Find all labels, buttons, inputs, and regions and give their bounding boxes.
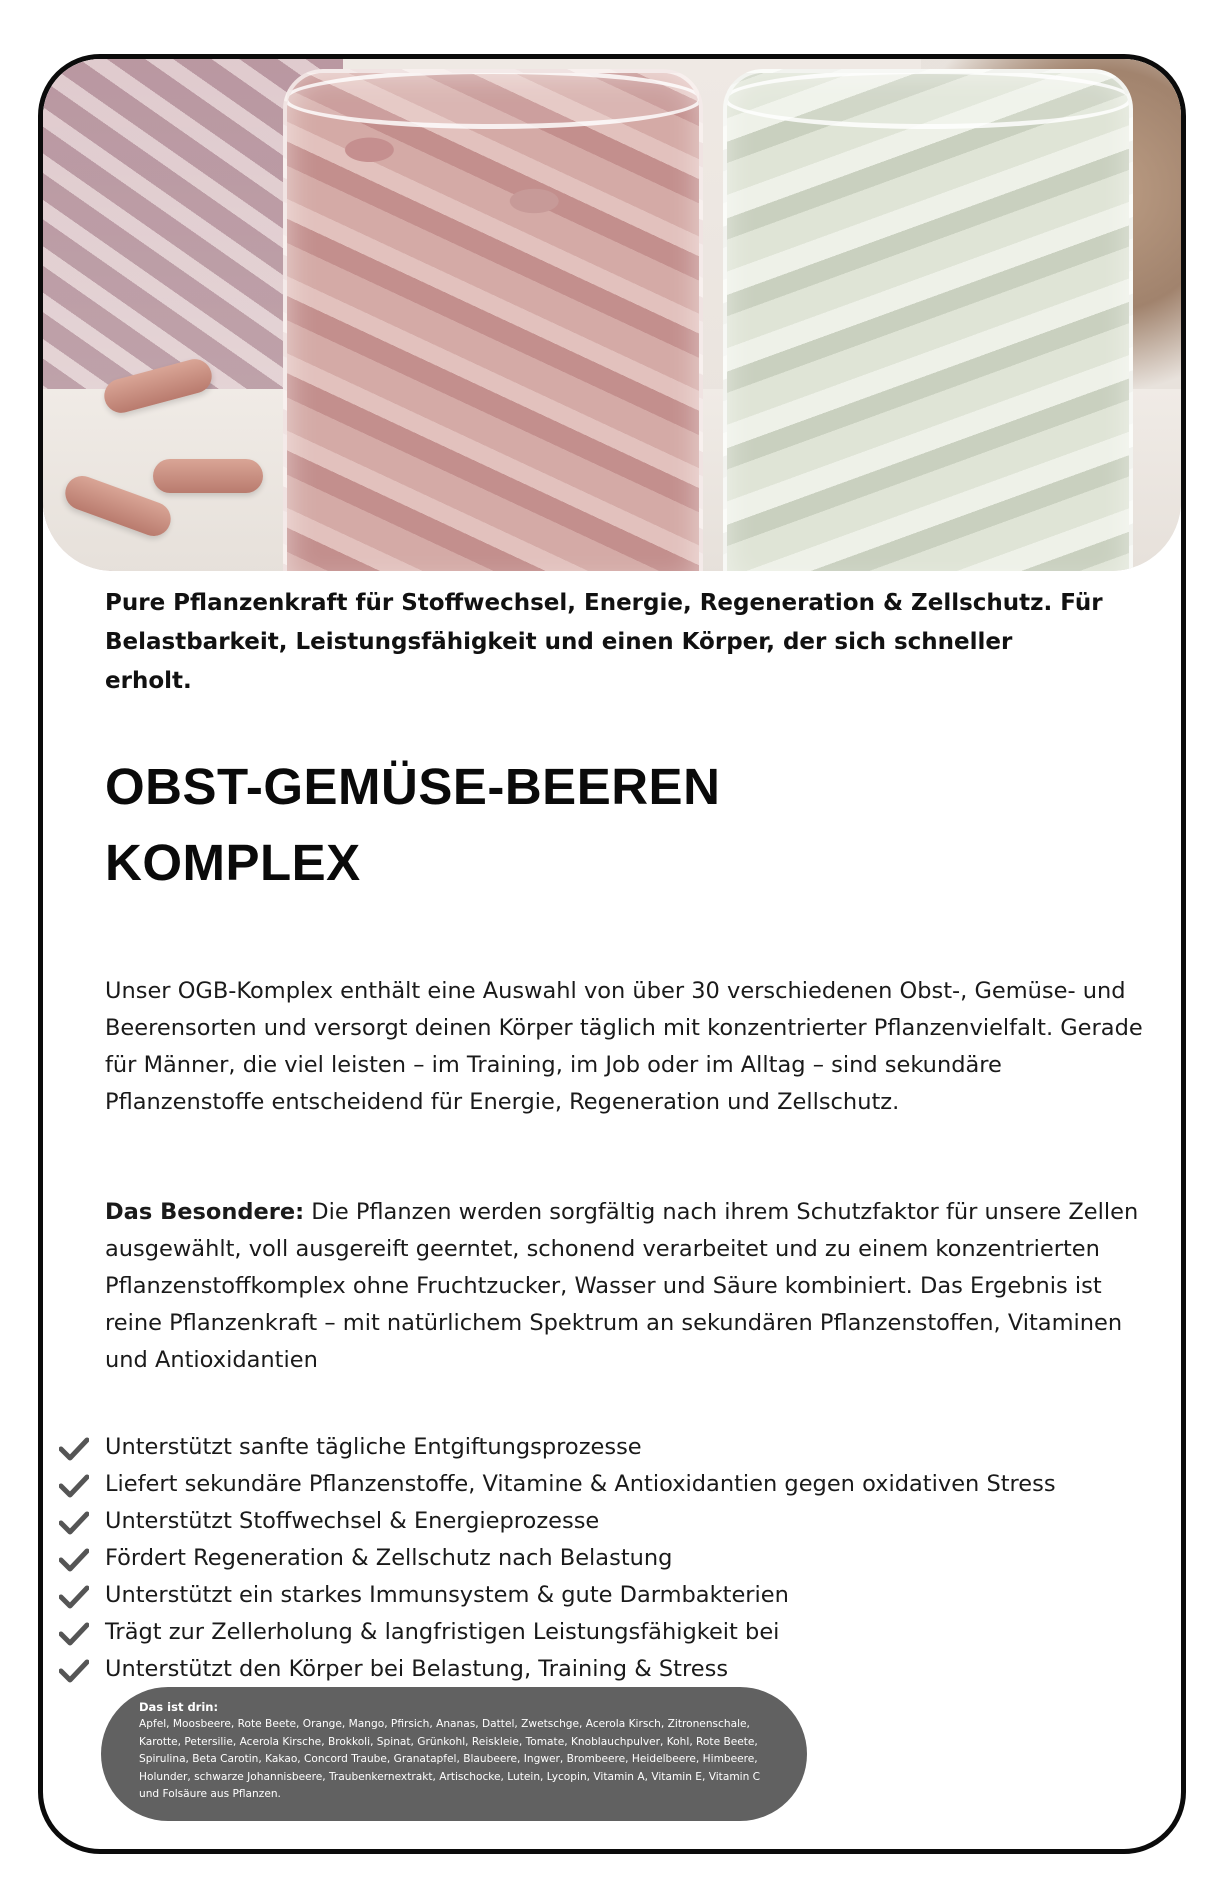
ingredients-box <box>101 1687 807 1821</box>
benefit-text: Trägt zur Zellerholung & langfristigen Leistungsfähigkeit bei <box>105 1619 780 1645</box>
ingredients-title: Das ist drin: <box>139 1700 219 1714</box>
special-paragraph <box>105 1194 1165 1379</box>
title-line-1: OBST-GEMÜSE-BEEREN <box>105 758 721 815</box>
list-item <box>55 1651 1175 1688</box>
list-item <box>55 1577 1175 1614</box>
list-item <box>55 1429 1175 1466</box>
checkmark-icon <box>59 1584 89 1610</box>
checkmark-icon <box>59 1436 89 1462</box>
benefits-list <box>55 1429 1175 1688</box>
checkmark-icon <box>59 1621 89 1647</box>
benefit-text: Unterstützt den Körper bei Belastung, Training & Stress <box>105 1656 729 1682</box>
headline: Pure Pflanzenkraft für Stoffwechsel, Energie, Regeneration & Zellschutz. Für Belastbarkeit, Leistungsfähigkeit und einen Körper, der sich schneller erholt. <box>105 590 1103 694</box>
special-text: Die Pflanzen werden sorgfältig nach ihrem Schutzfaktor für unsere Zellen ausgewählt, voll ausgereift geerntet, schonend verarbeitet und zu einem konzentrierten Pflanzenstoffkomplex ohne Fruchtzucker, Wasser und Säure kombiniert. Das Ergebnis ist reine Pflanzenkraft – mit natürlichem Spektrum an sekundären Pflanzenstoffen, Vitaminen und Antioxidantien <box>105 1199 1139 1373</box>
page-title <box>105 749 720 901</box>
intro-paragraph: Unser OGB-Komplex enthält eine Auswahl von über 30 verschiedenen Obst-, Gemüse- und Beerensorten und versorgt deinen Körper täglich mit konzentrierter Pflanzenvielfalt. Gerade für Männer, die viel leisten – im Training, im Job oder im Alltag – sind sekundäre Pflanzenstoffe entscheidend für Energie, Regeneration und Zellschutz. <box>105 978 1143 1115</box>
list-item <box>55 1540 1175 1577</box>
benefit-text: Unterstützt Stoffwechsel & Energieprozesse <box>105 1508 600 1534</box>
benefit-text: Unterstützt ein starkes Immunsystem & gute Darmbakterien <box>105 1582 789 1608</box>
list-item <box>55 1466 1175 1503</box>
checkmark-icon <box>59 1473 89 1499</box>
green-capsule-jar <box>723 69 1133 571</box>
checkmark-icon <box>59 1658 89 1684</box>
benefit-text: Liefert sekundäre Pflanzenstoffe, Vitamine & Antioxidantien gegen oxidativen Stress <box>105 1471 1056 1497</box>
list-item <box>55 1503 1175 1540</box>
list-item <box>55 1614 1175 1651</box>
product-card <box>38 54 1186 1854</box>
pink-capsule-jar <box>283 69 703 571</box>
benefit-text: Unterstützt sanfte tägliche Entgiftungsprozesse <box>105 1434 642 1460</box>
benefit-text: Fördert Regeneration & Zellschutz nach Belastung <box>105 1545 673 1571</box>
ingredients-text: Apfel, Moosbeere, Rote Beete, Orange, Mango, Pfirsich, Ananas, Dattel, Zwetschge, Acerola Kirsch, Zitronenschale, Karotte, Petersilie, Acerola Kirsche, Brokkoli, Spinat, Grünkohl, Reiskleie, Tomate, Knoblauchpulver, Kohl, Rote Beete, Spirulina, Beta Carotin, Kakao, Concord Traube, Granatapfel, Blaubeere, Ingwer, Brombeere, Heidelbeere, Himbeere, Holunder, schwarze Johannisbeere, Traubenkernextrakt, Artischocke, Lutein, Lycopin, Vitamin A, Vitamin E, Vitamin C und Folsäure aus Pflanzen. <box>139 1718 761 1801</box>
special-label: Das Besondere: <box>105 1199 305 1225</box>
checkmark-icon <box>59 1547 89 1573</box>
title-line-2: KOMPLEX <box>105 834 361 891</box>
capsule-jars-image <box>43 59 1181 571</box>
checkmark-icon <box>59 1510 89 1536</box>
